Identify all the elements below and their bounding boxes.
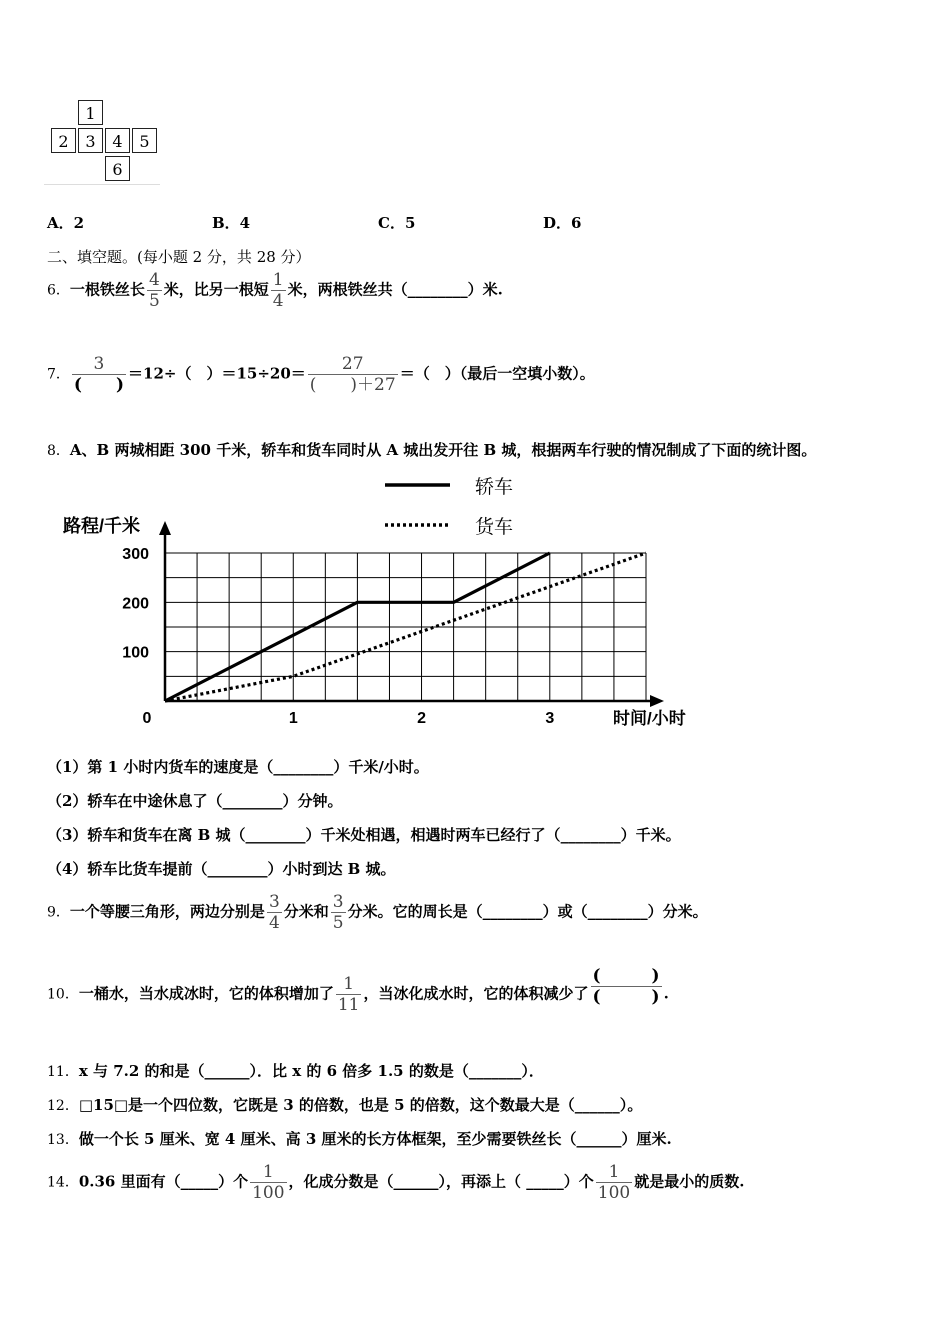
- option-d: D．6: [543, 214, 582, 232]
- x-tick-label: 0: [142, 710, 152, 727]
- denominator: ( ): [73, 375, 125, 395]
- question-9: [47, 892, 708, 933]
- legend-label-truck: 货车: [475, 517, 514, 538]
- question-7: [47, 354, 595, 395]
- denominator: 100: [597, 1183, 631, 1203]
- fraction: [250, 1162, 286, 1203]
- denominator: 11: [337, 995, 360, 1015]
- x-tick-label: 3: [545, 710, 555, 727]
- option-b: B．4: [212, 214, 251, 232]
- denominator: 100: [252, 1183, 285, 1203]
- question-14: [47, 1162, 744, 1203]
- denominator: 5: [148, 291, 160, 311]
- question-number: 13．: [47, 1132, 79, 1148]
- numerator: 1: [608, 1162, 620, 1182]
- distance-time-chart: [55, 470, 715, 740]
- question-6: [47, 270, 503, 311]
- question-8: [47, 439, 816, 460]
- cube-net-figure: [44, 100, 160, 186]
- denominator: 4: [268, 913, 280, 933]
- text: 分米。它的周长是（________）或（________）分米。: [347, 902, 708, 921]
- question-number: 10．: [47, 986, 79, 1003]
- text: 一个等腰三角形，两边分别是: [69, 902, 265, 921]
- question-8-sub-3: （3）轿车和货车在离 B 城（________）千米处相遇，相遇时两车已经行了（________）千米。: [47, 826, 681, 844]
- question-text: □15□是一个四位数，它既是 3 的倍数，也是 5 的倍数，这个数最大是（______）。: [78, 1096, 643, 1114]
- question-number: 9．: [47, 904, 70, 921]
- divider: [44, 184, 160, 185]
- text: .: [663, 984, 669, 1003]
- numerator: 1: [343, 974, 355, 994]
- text: ＝12÷（ ）＝15÷20＝: [128, 364, 306, 383]
- fraction: [591, 966, 662, 1007]
- question-8-sub-4: （4）轿车比货车提前（________）小时到达 B 城。: [47, 860, 396, 878]
- text: ，化成分数是（______），再添上（ _____）个: [288, 1172, 594, 1191]
- text: ＝（ ）（最后一空填小数）。: [399, 364, 595, 383]
- question-number: 11．: [47, 1064, 79, 1080]
- net-cell: 6: [105, 156, 130, 181]
- fraction: [147, 270, 162, 311]
- text: 一根铁丝长: [69, 280, 145, 299]
- fraction: [308, 354, 398, 395]
- fraction: [267, 892, 282, 933]
- question-text: 做一个长 5 厘米、宽 4 厘米、高 3 厘米的长方体框架，至少需要铁丝长（______）厘米.: [78, 1130, 672, 1148]
- x-tick-label: 1: [288, 710, 298, 727]
- fraction: [596, 1162, 632, 1203]
- question-number: 8．: [47, 443, 70, 459]
- question-13: [47, 1128, 672, 1149]
- denominator: 4: [272, 291, 284, 311]
- fraction: [72, 354, 126, 395]
- numerator: ( ): [592, 966, 660, 986]
- y-tick-label: 300: [122, 546, 149, 563]
- x-axis-arrow: [650, 695, 664, 707]
- text: 米，两根铁丝共（________）米.: [287, 280, 503, 299]
- numerator: 1: [262, 1162, 274, 1182]
- numerator: 4: [148, 270, 160, 290]
- text: 一桶水，当水成冰时，它的体积增加了: [78, 984, 334, 1003]
- numerator: 3: [93, 354, 105, 374]
- question-number: 7．: [47, 366, 70, 383]
- denominator: ( ): [592, 987, 660, 1007]
- y-axis-label: 路程/千米: [63, 516, 141, 536]
- grid: [159, 521, 664, 707]
- question-text: x 与 7.2 的和是（______）．比 x 的 6 倍多 1.5 的数是（_______）．: [78, 1062, 544, 1080]
- question-8-sub-2: （2）轿车在中途休息了（________）分钟。: [47, 792, 343, 810]
- question-10: [47, 966, 669, 1015]
- numerator: 1: [272, 270, 284, 290]
- fraction: [331, 892, 346, 933]
- y-tick-label: 100: [122, 644, 149, 662]
- text: 米，比另一根短: [163, 280, 269, 299]
- x-axis-label: 时间/小时: [613, 709, 686, 728]
- question-number: 14．: [47, 1174, 79, 1191]
- net-cell: 3: [78, 128, 103, 153]
- denominator: 5: [332, 913, 344, 933]
- question-number: 6．: [47, 282, 70, 299]
- x-tick-label: 2: [417, 710, 426, 727]
- numerator: 3: [268, 892, 280, 912]
- text: ，当冰化成水时，它的体积减少了: [363, 984, 589, 1003]
- denominator: ( )＋27: [309, 375, 396, 395]
- net-cell: 4: [105, 128, 130, 153]
- text: 就是最小的质数.: [634, 1172, 745, 1191]
- fraction: [336, 974, 362, 1015]
- fraction: [271, 270, 286, 311]
- y-tick-label: 200: [122, 595, 149, 613]
- net-cell: 5: [132, 128, 157, 153]
- numerator: 27: [341, 354, 364, 374]
- question-8-sub-1: （1）第 1 小时内货车的速度是（________）千米/小时。: [47, 758, 429, 776]
- section-title: 二、填空题。(每小题 2 分，共 28 分）: [47, 248, 311, 266]
- text: 0.36 里面有（_____）个: [78, 1172, 249, 1191]
- question-text: A、B 两城相距 300 千米，轿车和货车同时从 A 城出发开往 B 城，根据两车行驶的情况制成了下面的统计图。: [69, 441, 817, 459]
- legend-label-car: 轿车: [475, 477, 514, 498]
- question-12: [47, 1094, 642, 1115]
- option-c: C．5: [378, 214, 416, 232]
- question-11: [47, 1060, 544, 1081]
- net-cell: 2: [51, 128, 76, 153]
- numerator: 3: [332, 892, 344, 912]
- question-number: 12．: [47, 1098, 79, 1114]
- net-cell: 1: [78, 100, 103, 125]
- y-axis-arrow: [159, 521, 171, 535]
- option-a: A．2: [47, 214, 85, 232]
- text: 分米和: [283, 902, 329, 921]
